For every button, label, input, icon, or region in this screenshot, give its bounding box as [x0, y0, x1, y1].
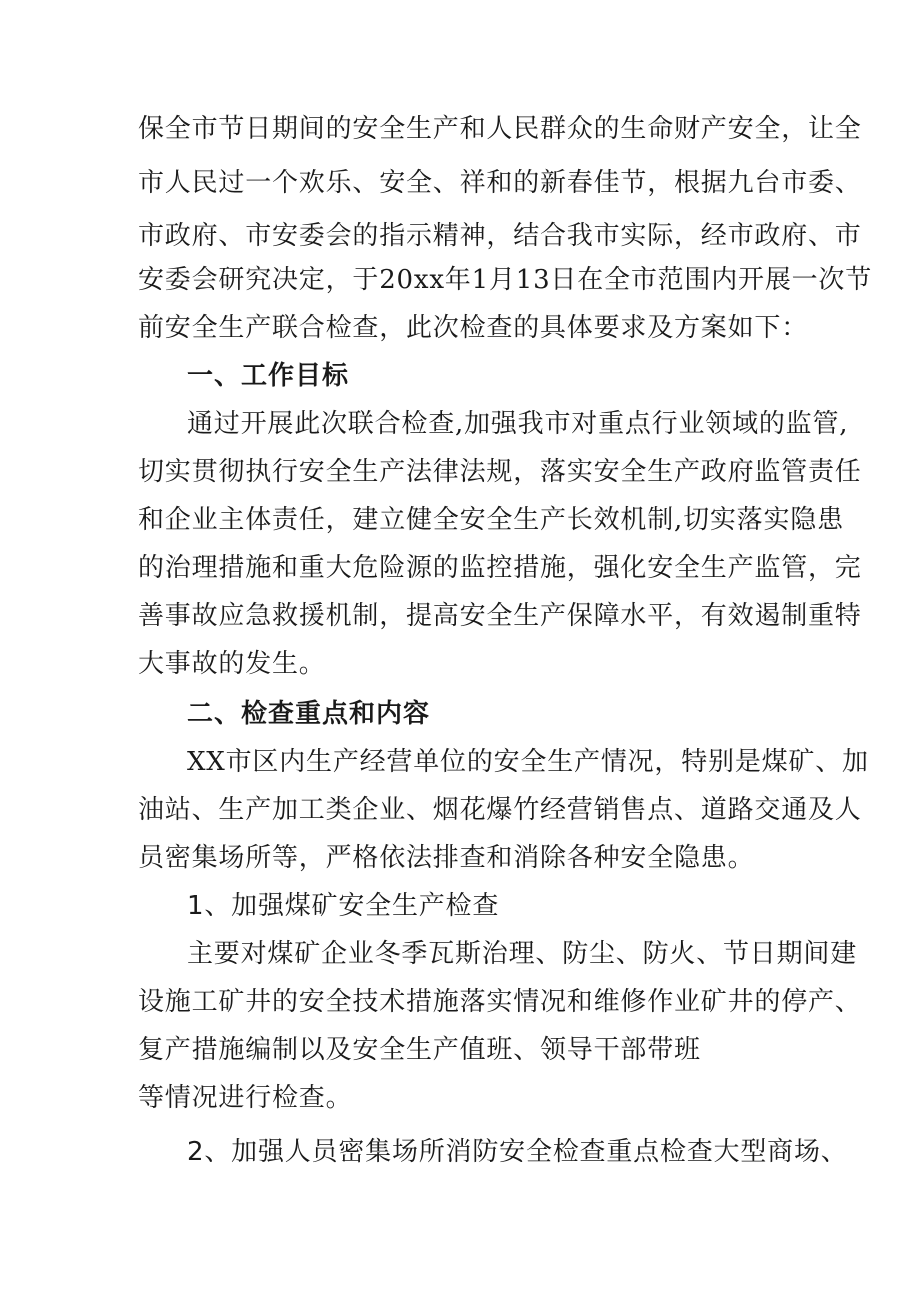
subsection-heading-crowded-places: 2、加强人员密集场所消防安全检查重点检查大型商场、 — [187, 1137, 848, 1167]
subsection-heading-coal: 1、加强煤矿安全生产检查 — [187, 891, 500, 921]
paragraph-line: 市政府、市安委会的指示精神，结合我市实际，经市政府、市 — [138, 221, 862, 251]
paragraph-line: 设施工矿井的安全技术措施落实情况和维修作业矿井的停产、 — [138, 987, 862, 1017]
paragraph-line: 通过开展此次联合检查,加强我市对重点行业领域的监管, — [187, 409, 849, 439]
paragraph-line: 主要对煤矿企业冬季瓦斯治理、防尘、防火、节日期间建 — [187, 939, 858, 969]
section-heading-goal: 一、工作目标 — [187, 361, 350, 391]
paragraph-line: 大事故的发生。 — [138, 649, 326, 679]
paragraph-line: XX市区内生产经营单位的安全生产情况，特别是煤矿、加 — [187, 747, 869, 777]
paragraph-line: 和企业主体责任，建立健全安全生产长效机制,切实落实隐患 — [138, 505, 844, 535]
paragraph-line: 善事故应急救援机制，提高安全生产保障水平，有效遏制重特 — [138, 601, 862, 631]
paragraph-line: 安委会研究决定，于20xx年1月13日在全市范围内开展一次节 — [138, 265, 873, 295]
paragraph-line: 员密集场所等，严格依法排查和消除各种安全隐患。 — [138, 843, 755, 873]
paragraph-line: 等情况进行检查。 — [138, 1083, 353, 1113]
section-heading-focus: 二、检查重点和内容 — [187, 699, 431, 729]
paragraph-line: 切实贯彻执行安全生产法律法规，落实安全生产政府监管责任 — [138, 457, 862, 487]
paragraph-line: 前安全生产联合检查，此次检查的具体要求及方案如下： — [138, 313, 809, 343]
paragraph-line: 复产措施编制以及安全生产值班、领导干部带班 — [138, 1035, 701, 1065]
paragraph-line: 的治理措施和重大危险源的监控措施，强化安全生产监管，完 — [138, 553, 862, 583]
paragraph-line: 油站、生产加工类企业、烟花爆竹经营销售点、道路交通及人 — [138, 795, 862, 825]
paragraph-line: 保全市节日期间的安全生产和人民群众的生命财产安全，让全 — [138, 114, 862, 144]
paragraph-line: 市人民过一个欢乐、安全、祥和的新春佳节，根据九台市委、 — [138, 168, 862, 198]
